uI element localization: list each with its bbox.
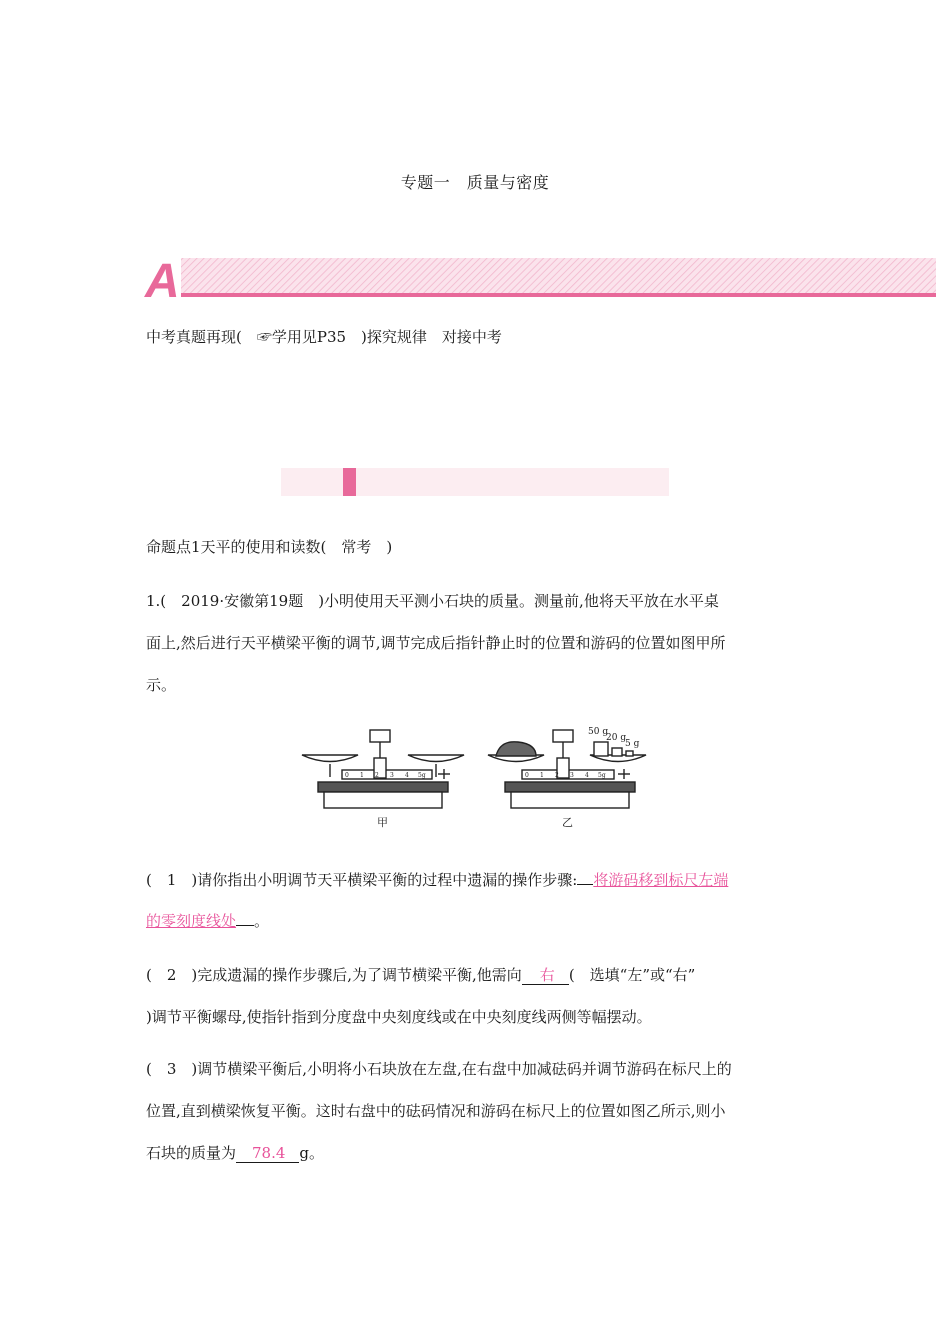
- topic-heading: 命题点1天平的使用和读数( 常考 ): [146, 538, 393, 556]
- section-a-banner: [143, 255, 936, 301]
- scale-tick-4-left: 4: [405, 772, 409, 779]
- blank-pad: [577, 884, 593, 885]
- part3-line3: [146, 1132, 324, 1174]
- weight-label-5g: 5 g: [625, 739, 640, 749]
- part1-answer-a: 将游码移到标尺左端: [593, 871, 729, 889]
- part1-line1: [146, 859, 728, 901]
- part3-suffix: g。: [299, 1144, 325, 1162]
- part2-line2: )调节平衡螺母,使指针指到分度盘中央刻度线或在中央刻度线两侧等幅摆动。: [146, 1008, 652, 1026]
- topic-banner: [281, 468, 669, 496]
- scale-tick-5-left: 5g: [418, 772, 426, 779]
- part2-prefix: ( 2 )完成遗漏的操作步骤后,为了调节横梁平衡,他需向: [146, 966, 522, 984]
- scale-tick-2-left: 2: [375, 772, 379, 779]
- weight-label-20g: 20 g: [606, 733, 627, 743]
- scale-tick-1-left: 1: [360, 772, 364, 779]
- scale-tick-0-left: 0: [345, 772, 349, 779]
- question-stem-line3: 示。: [146, 676, 177, 694]
- part1-answer-b: 的零刻度线处: [146, 912, 237, 930]
- topic-marker: [343, 468, 356, 496]
- part1-suffix: 。: [254, 912, 270, 930]
- part2-line1: [146, 954, 695, 996]
- page-title: 专题一 质量与密度: [400, 173, 550, 192]
- question-stem-line2: 面上,然后进行天平横梁平衡的调节,调节完成后指针静止时的位置和游码的位置如图甲所: [146, 634, 726, 652]
- balance-figure: [300, 722, 650, 832]
- blank-pad: [236, 925, 254, 926]
- weight-label-50g: 50 g: [588, 727, 609, 737]
- figure-label-jia: 甲: [377, 816, 388, 829]
- scale-tick-1-right: 1: [540, 772, 544, 779]
- part2-answer: 右: [522, 966, 569, 985]
- scale-tick-3-left: 3: [390, 772, 394, 779]
- balance-left: [302, 730, 464, 808]
- banner-letter: A: [145, 255, 180, 301]
- section-heading: 中考真题再现( ☞学用见P35 )探究规律 对接中考: [146, 328, 502, 346]
- part1-prefix: ( 1 )请你指出小明调节天平横梁平衡的过程中遗漏的操作步骤:: [146, 871, 578, 889]
- part1-line2: [146, 900, 269, 942]
- question-stem-line1: 1.( 2019·安徽第19题 )小明使用天平测小石块的质量。测量前,他将天平放在水平桌: [146, 592, 719, 610]
- part3-prefix: 石块的质量为: [146, 1144, 237, 1162]
- scale-tick-3-right: 3: [570, 772, 574, 779]
- figure-label-yi: 乙: [562, 816, 573, 829]
- scale-tick-5-right: 5g: [598, 772, 606, 779]
- scale-tick-4-right: 4: [585, 772, 589, 779]
- part3-line2: 位置,直到横梁恢复平衡。这时右盘中的砝码情况和游码在标尺上的位置如图乙所示,则小: [146, 1102, 726, 1120]
- part2-suffix: ( 选填“左”或“右”: [568, 966, 696, 984]
- scale-tick-0-right: 0: [525, 772, 529, 779]
- part3-line1: ( 3 )调节横梁平衡后,小明将小石块放在左盘,在右盘中加减砝码并调节游码在标尺上的: [146, 1060, 732, 1078]
- scale-tick-2-right: 2: [555, 772, 559, 779]
- part3-answer: 78.4: [236, 1144, 299, 1163]
